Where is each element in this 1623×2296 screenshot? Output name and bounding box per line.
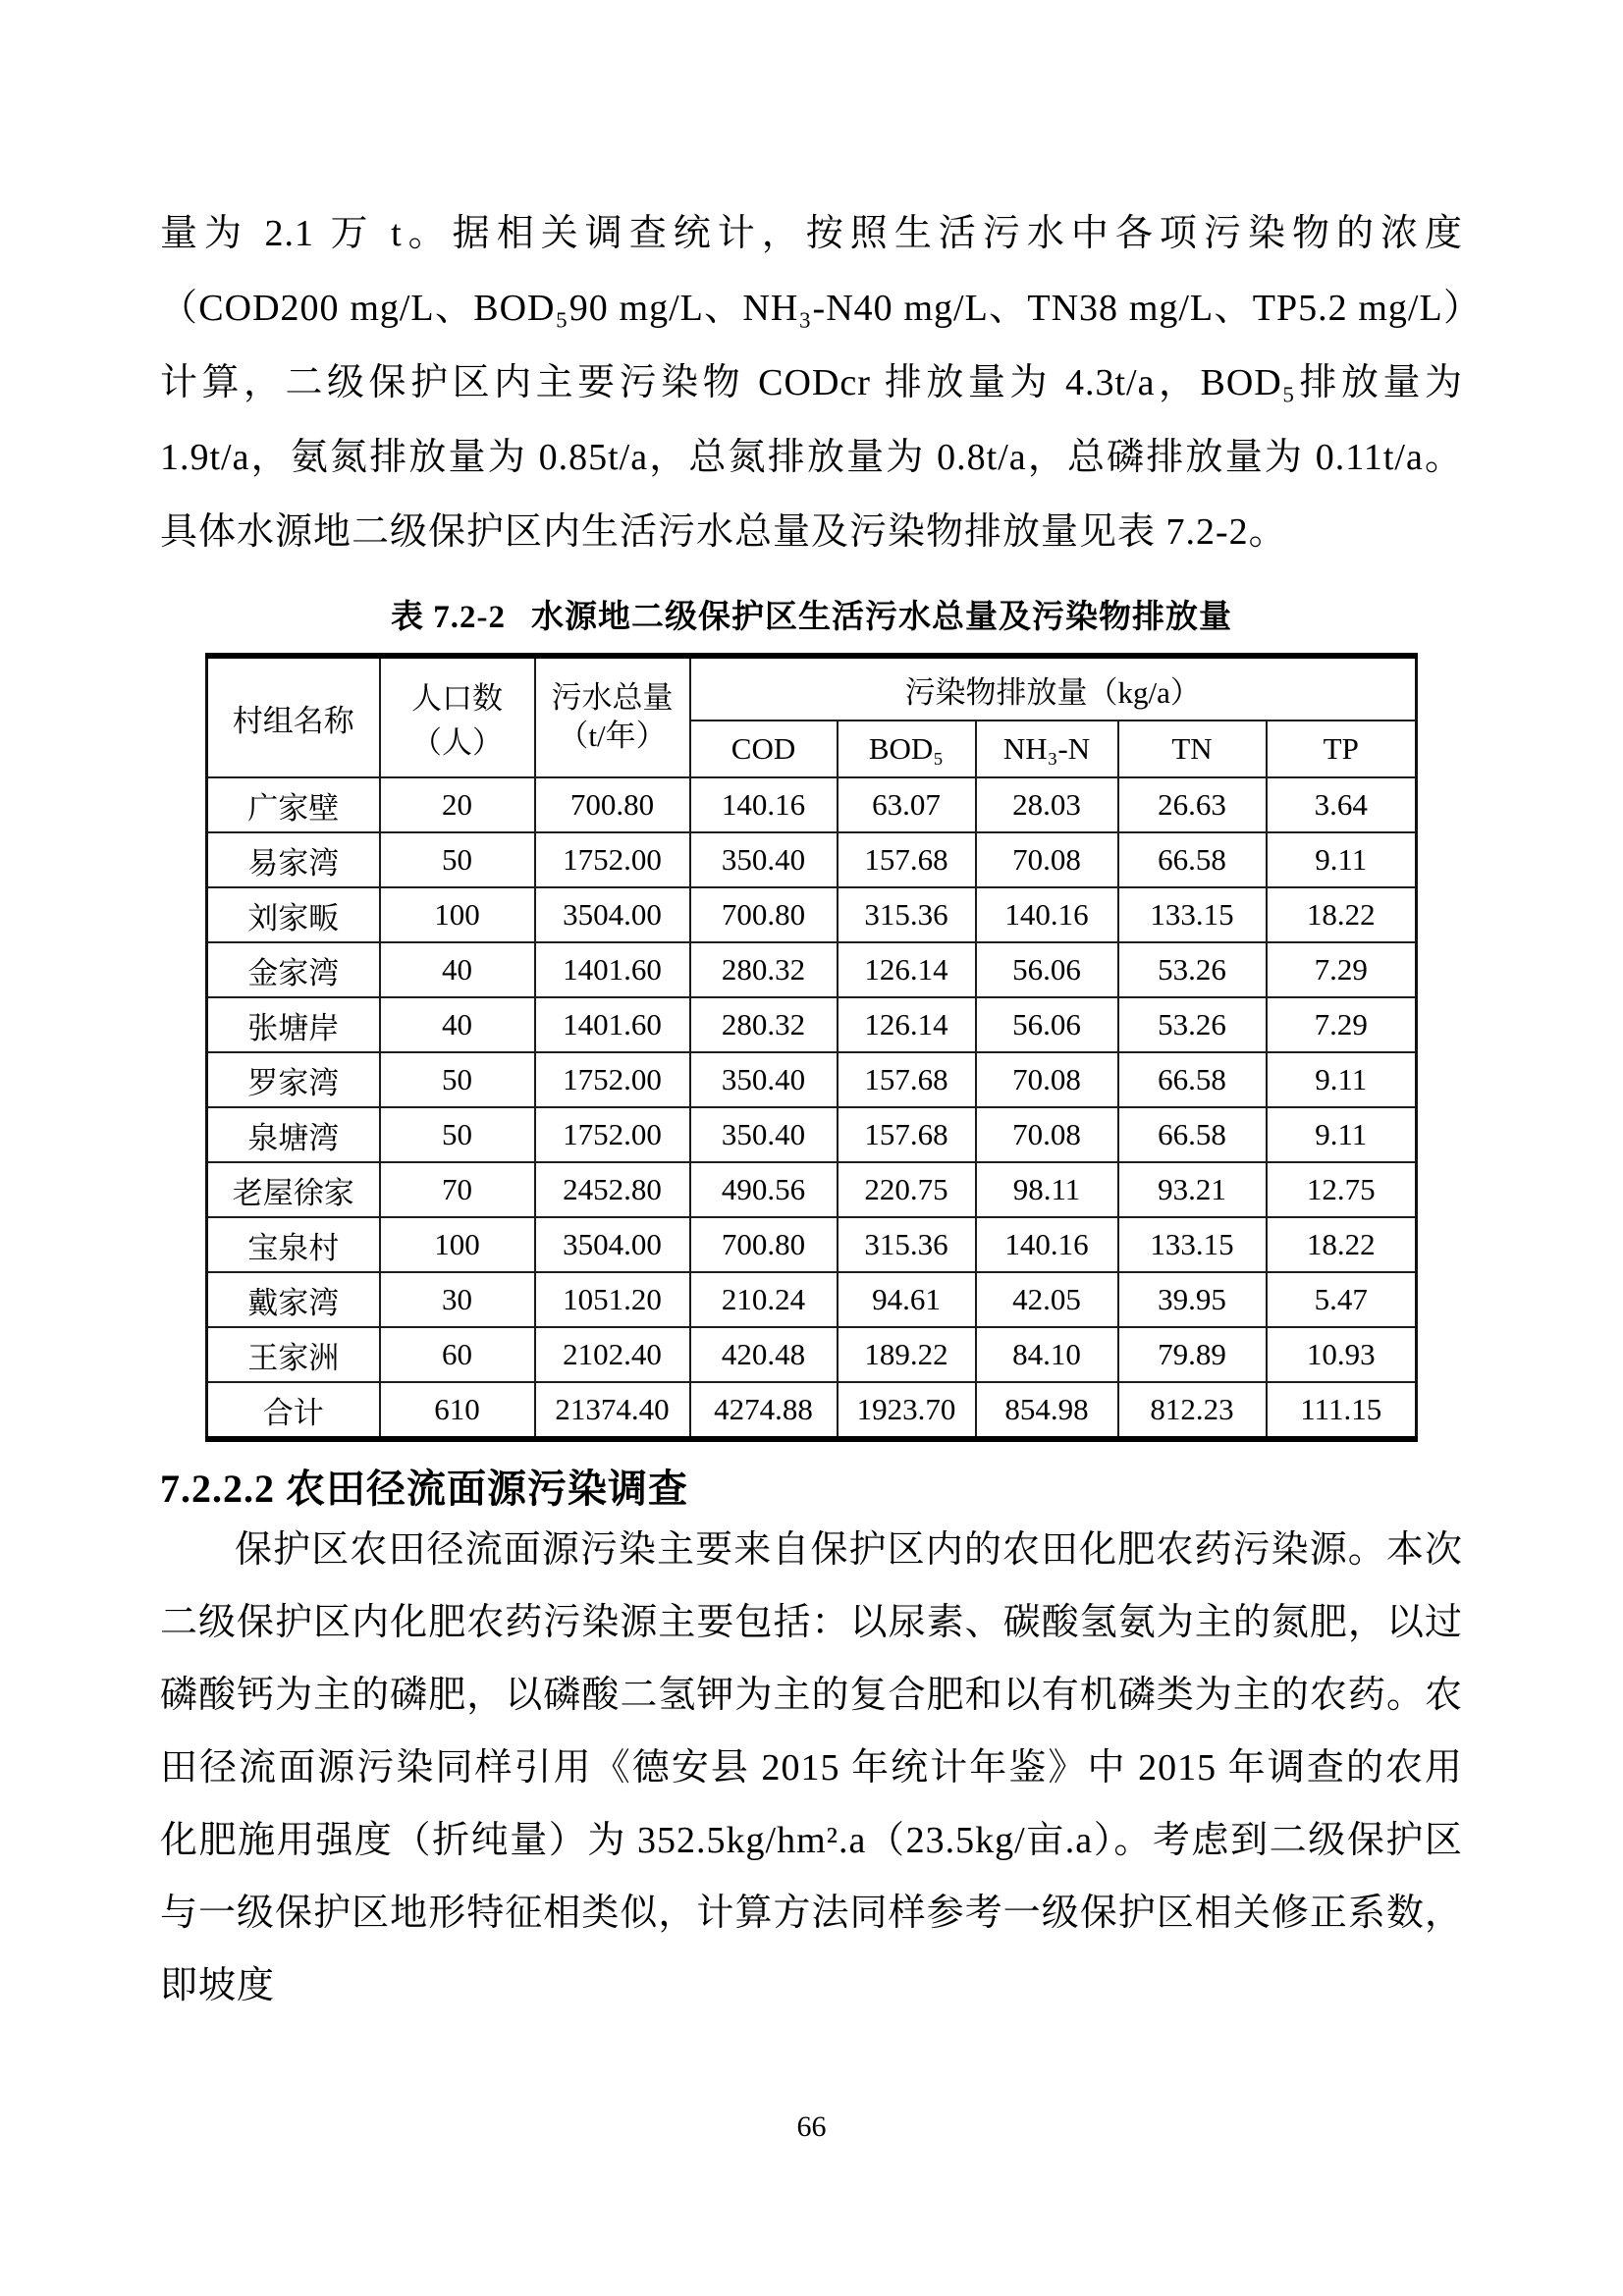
cell-sewage-total: 3504.00	[535, 887, 690, 942]
cell-bod5: 315.36	[838, 887, 976, 942]
table-row	[207, 1272, 1417, 1327]
cell-bod5: 157.68	[838, 1052, 976, 1107]
table-header	[207, 656, 1417, 777]
cell-tp: 5.47	[1267, 1272, 1417, 1327]
cell-sewage-total: 3504.00	[535, 1217, 690, 1272]
cell-tn: 133.15	[1118, 887, 1267, 942]
cell-cod: 280.32	[690, 997, 838, 1052]
cell-tp: 18.22	[1267, 1217, 1417, 1272]
table-body	[207, 777, 1417, 1439]
cell-tn: 39.95	[1118, 1272, 1267, 1327]
table-row	[207, 777, 1417, 832]
cell-bod5: 315.36	[838, 1217, 976, 1272]
cell-nh3n: 140.16	[976, 887, 1118, 942]
table-row	[207, 1327, 1417, 1382]
cell-population: 100	[380, 1217, 535, 1272]
cell-bod5: 157.68	[838, 1107, 976, 1162]
table-row	[207, 942, 1417, 997]
cell-tp: 10.93	[1267, 1327, 1417, 1382]
cell-village: 泉塘湾	[207, 1107, 380, 1162]
cell-nh3n: 84.10	[976, 1327, 1118, 1382]
cell-village: 宝泉村	[207, 1217, 380, 1272]
header-sewage-total-line1: 污水总量	[551, 680, 674, 716]
table-row	[207, 1107, 1417, 1162]
header-tn: TN	[1118, 721, 1267, 777]
paragraph-sewage-summary: 量为 2.1 万 t。据相关调查统计，按照生活污水中各项污染物的浓度（COD200 mg/L、BOD₅90 mg/L、NH₃-N40 mg/L、TN38 mg/L、TP5.2 mg/L）计算，二级保护区内主要污染物 CODcr 排放量为 4.3t/a，BOD₅排放量为 1.9t/a，氨氮排放量为 0.85t/a，总氮排放量为 0.8t/a，总磷排放量为 0.11t/a。具体水源地二级保护区内生活污水总量及污染物排放量见表 7.2-2。	[160, 213, 1463, 553]
cell-tp: 111.15	[1267, 1382, 1417, 1439]
header-nh3n: NH₃-N	[976, 721, 1118, 777]
cell-cod: 4274.88	[690, 1382, 838, 1439]
header-pollutant-group: 污染物排放量（kg/a）	[690, 656, 1417, 721]
cell-nh3n: 70.08	[976, 1107, 1118, 1162]
cell-sewage-total: 1051.20	[535, 1272, 690, 1327]
cell-bod5: 94.61	[838, 1272, 976, 1327]
cell-village: 张塘岸	[207, 997, 380, 1052]
cell-nh3n: 140.16	[976, 1217, 1118, 1272]
header-tp: TP	[1267, 721, 1417, 777]
cell-bod5: 126.14	[838, 942, 976, 997]
cell-sewage-total: 700.80	[535, 777, 690, 832]
cell-sewage-total: 2452.80	[535, 1162, 690, 1217]
header-village-name: 村组名称	[207, 656, 380, 777]
page-number: 66	[796, 2110, 827, 2143]
table-row	[207, 1162, 1417, 1217]
cell-tn: 26.63	[1118, 777, 1267, 832]
table-caption-title: 水源地二级保护区生活污水总量及污染物排放量	[531, 600, 1232, 635]
cell-tp: 9.11	[1267, 1052, 1417, 1107]
cell-cod: 140.16	[690, 777, 838, 832]
cell-population: 610	[380, 1382, 535, 1439]
cell-population: 40	[380, 942, 535, 997]
cell-cod: 350.40	[690, 832, 838, 887]
cell-tp: 7.29	[1267, 942, 1417, 997]
cell-village: 戴家湾	[207, 1272, 380, 1327]
cell-cod: 700.80	[690, 1217, 838, 1272]
cell-cod: 280.32	[690, 942, 838, 997]
table-row	[207, 887, 1417, 942]
cell-nh3n: 56.06	[976, 997, 1118, 1052]
cell-bod5: 220.75	[838, 1162, 976, 1217]
table-total-row	[207, 1382, 1417, 1439]
cell-nh3n: 28.03	[976, 777, 1118, 832]
cell-population: 50	[380, 1107, 535, 1162]
cell-tn: 79.89	[1118, 1327, 1267, 1382]
cell-tp: 9.11	[1267, 1107, 1417, 1162]
cell-tn: 93.21	[1118, 1162, 1267, 1217]
cell-population: 50	[380, 832, 535, 887]
cell-cod: 700.80	[690, 887, 838, 942]
cell-cod: 490.56	[690, 1162, 838, 1217]
cell-sewage-total: 1752.00	[535, 1052, 690, 1107]
cell-cod: 420.48	[690, 1327, 838, 1382]
header-sewage-total	[535, 656, 690, 777]
section-heading: 7.2.2.2 农田径流面源污染调查	[160, 1467, 688, 1511]
cell-sewage-total: 21374.40	[535, 1382, 690, 1439]
cell-village: 广家壁	[207, 777, 380, 832]
cell-cod: 350.40	[690, 1107, 838, 1162]
cell-sewage-total: 2102.40	[535, 1327, 690, 1382]
cell-population: 50	[380, 1052, 535, 1107]
cell-bod5: 63.07	[838, 777, 976, 832]
cell-cod: 210.24	[690, 1272, 838, 1327]
cell-tn: 812.23	[1118, 1382, 1267, 1439]
paragraph-farmland-runoff: 保护区农田径流面源污染主要来自保护区内的农田化肥农药污染源。本次二级保护区内化肥农药污染源主要包括：以尿素、碳酸氢氨为主的氮肥，以过磷酸钙为主的磷肥，以磷酸二氢钾为主的复合肥和以有机磷类为主的农药。农田径流面源污染同样引用《德安县 2015 年统计年鉴》中 2015 年调查的农用化肥施用强度（折纯量）为 352.5kg/hm².a（23.5kg/亩.a）。考虑到二级保护区与一级保护区地形特征相类似，计算方法同样参考一级保护区相关修正系数，即坡度	[160, 1529, 1463, 2006]
cell-village: 老屋徐家	[207, 1162, 380, 1217]
cell-population: 40	[380, 997, 535, 1052]
cell-population: 100	[380, 887, 535, 942]
cell-nh3n: 70.08	[976, 832, 1118, 887]
cell-village: 刘家畈	[207, 887, 380, 942]
cell-cod: 350.40	[690, 1052, 838, 1107]
cell-population: 70	[380, 1162, 535, 1217]
cell-nh3n: 42.05	[976, 1272, 1118, 1327]
cell-tn: 133.15	[1118, 1217, 1267, 1272]
cell-tn: 53.26	[1118, 942, 1267, 997]
cell-bod5: 126.14	[838, 997, 976, 1052]
table-caption-label: 表 7.2-2	[391, 600, 506, 635]
cell-nh3n: 98.11	[976, 1162, 1118, 1217]
cell-population: 30	[380, 1272, 535, 1327]
cell-village: 罗家湾	[207, 1052, 380, 1107]
cell-tp: 3.64	[1267, 777, 1417, 832]
cell-nh3n: 854.98	[976, 1382, 1118, 1439]
header-cod: COD	[690, 721, 838, 777]
cell-tn: 66.58	[1118, 1052, 1267, 1107]
cell-village: 王家洲	[207, 1327, 380, 1382]
cell-tp: 18.22	[1267, 887, 1417, 942]
header-sewage-total-line2: （t/年）	[558, 719, 667, 753]
cell-tp: 12.75	[1267, 1162, 1417, 1217]
table-row	[207, 1217, 1417, 1272]
cell-village: 金家湾	[207, 942, 380, 997]
header-bod5: BOD₅	[838, 721, 976, 777]
cell-bod5: 157.68	[838, 832, 976, 887]
cell-bod5: 189.22	[838, 1327, 976, 1382]
table-row	[207, 832, 1417, 887]
table-row	[207, 997, 1417, 1052]
table-row	[207, 1052, 1417, 1107]
cell-village: 合计	[207, 1382, 380, 1439]
cell-village: 易家湾	[207, 832, 380, 887]
cell-nh3n: 70.08	[976, 1052, 1118, 1107]
cell-nh3n: 56.06	[976, 942, 1118, 997]
table-caption	[160, 591, 1463, 637]
cell-population: 20	[380, 777, 535, 832]
cell-sewage-total: 1401.60	[535, 942, 690, 997]
header-population: 人口数（人）	[380, 656, 535, 777]
cell-sewage-total: 1752.00	[535, 832, 690, 887]
sewage-pollutant-table	[205, 653, 1418, 1442]
cell-sewage-total: 1752.00	[535, 1107, 690, 1162]
cell-tp: 9.11	[1267, 832, 1417, 887]
cell-population: 60	[380, 1327, 535, 1382]
cell-bod5: 1923.70	[838, 1382, 976, 1439]
cell-tn: 66.58	[1118, 1107, 1267, 1162]
cell-tn: 53.26	[1118, 997, 1267, 1052]
cell-tp: 7.29	[1267, 997, 1417, 1052]
cell-tn: 66.58	[1118, 832, 1267, 887]
cell-sewage-total: 1401.60	[535, 997, 690, 1052]
